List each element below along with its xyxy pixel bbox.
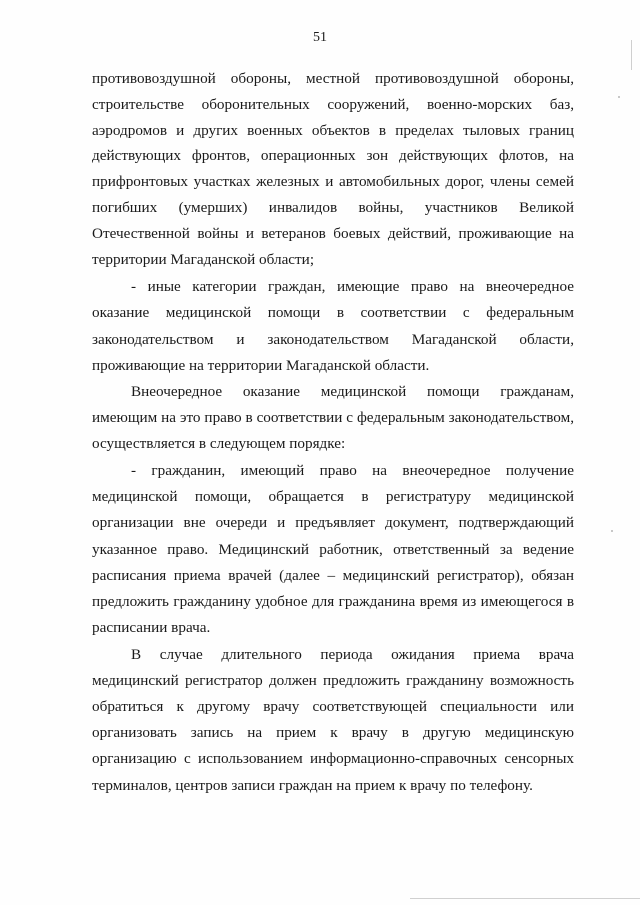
text-line: Отечественной войны и ветеранов боевых действий, проживающие на	[92, 225, 574, 242]
text-line: Внеочередное оказание медицинской помощи гражданам,	[131, 383, 574, 400]
text-line: медицинский регистратор должен предложить гражданину возможность	[92, 672, 574, 689]
text-line: организации вне очереди и предъявляет документ, подтверждающий	[92, 514, 574, 531]
text-line: проживающие на территории Магаданской области.	[92, 357, 430, 374]
text-line: медицинской помощи, обращается в регистратуру медицинской	[92, 488, 574, 505]
text-line: территории Магаданской области;	[92, 251, 315, 268]
text-line: расписании врача.	[92, 619, 211, 636]
scan-speck	[611, 530, 613, 532]
page-number: 51	[313, 30, 327, 45]
text-line: осуществляется в следующем порядке:	[92, 435, 346, 452]
scan-edge-line	[410, 898, 640, 899]
text-line: организацию с использованием информационно-справочных сенсорных	[92, 750, 574, 767]
scan-edge-mark	[631, 40, 632, 70]
text-line: строительстве оборонительных сооружений, военно-морских баз,	[92, 96, 574, 113]
text-line: - иные категории граждан, имеющие право на внеочередное	[131, 278, 574, 295]
text-line: прифронтовых участках железных и автомобильных дорог, члены семей	[92, 173, 574, 190]
scan-speck	[618, 96, 620, 98]
text-line: терминалов, центров записи граждан на прием к врачу по телефону.	[92, 777, 533, 794]
text-line: аэродромов и других военных объектов в пределах тыловых границ	[92, 122, 574, 139]
text-line: противовоздушной обороны, местной противовоздушной обороны,	[92, 70, 574, 87]
text-line: указанное право. Медицинский работник, ответственный за ведение	[92, 541, 574, 558]
text-line: - гражданин, имеющий право на внеочередное получение	[131, 462, 574, 479]
text-line: имеющим на это право в соответствии с федеральным законодательством,	[92, 409, 574, 426]
text-line: предложить гражданину удобное для гражданина время из имеющегося в	[92, 593, 574, 610]
text-line: расписания приема врачей (далее – медицинский регистратор), обязан	[92, 567, 574, 584]
text-line: оказание медицинской помощи в соответствии с федеральным	[92, 304, 574, 321]
text-line: законодательством и законодательством Магаданской области,	[92, 331, 574, 348]
text-line: обратиться к другому врачу соответствующей специальности или	[92, 698, 574, 715]
text-line: организовать запись на прием к врачу в другую медицинскую	[92, 724, 574, 741]
text-line: погибших (умерших) инвалидов войны, участников Великой	[92, 199, 574, 216]
text-line: действующих фронтов, операционных зон действующих флотов, на	[92, 147, 574, 164]
text-line: В случае длительного периода ожидания приема врача	[131, 646, 574, 663]
